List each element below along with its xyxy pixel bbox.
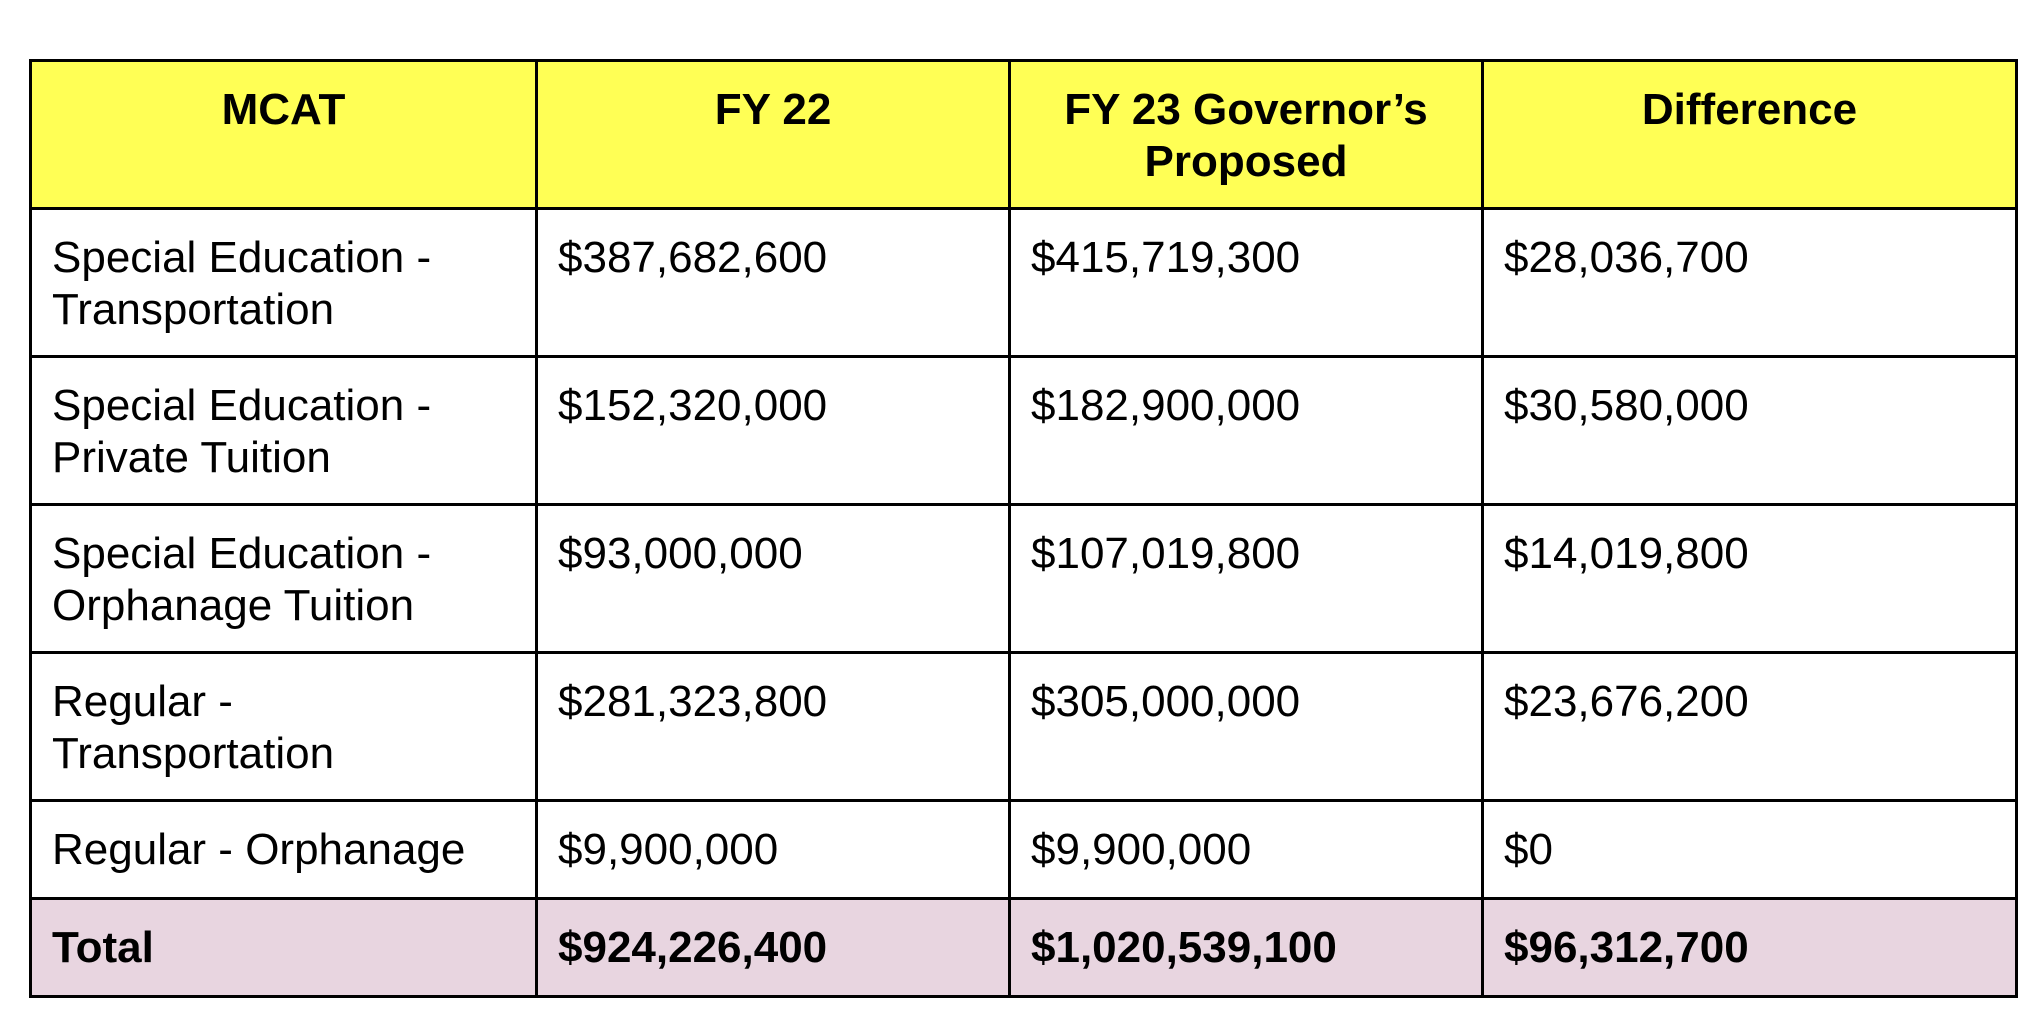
cell-fy23: $107,019,800: [1010, 505, 1483, 653]
cell-fy23: $305,000,000: [1010, 653, 1483, 801]
table-row: [31, 653, 2017, 801]
cell-fy23: $9,900,000: [1010, 801, 1483, 899]
cell-fy22: $9,900,000: [537, 801, 1010, 899]
cell-mcat: Regular - Transportation: [31, 653, 537, 801]
table-row: [31, 209, 2017, 357]
cell-mcat: Special Education - Orphanage Tuition: [31, 505, 537, 653]
cell-difference: $0: [1483, 801, 2017, 899]
header-mcat: MCAT: [31, 61, 537, 209]
cell-difference: $14,019,800: [1483, 505, 2017, 653]
cell-fy22: $281,323,800: [537, 653, 1010, 801]
cell-mcat: Special Education - Private Tuition: [31, 357, 537, 505]
table-row: [31, 801, 2017, 899]
header-difference: Difference: [1483, 61, 2017, 209]
total-row: [31, 899, 2017, 997]
cell-mcat: Special Education - Transportation: [31, 209, 537, 357]
cell-fy23: $182,900,000: [1010, 357, 1483, 505]
total-difference: $96,312,700: [1483, 899, 2017, 997]
total-label: Total: [31, 899, 537, 997]
total-fy23: $1,020,539,100: [1010, 899, 1483, 997]
cell-fy22: $387,682,600: [537, 209, 1010, 357]
header-fy23-governors-proposed: FY 23 Governor’s Proposed: [1010, 61, 1483, 209]
cell-difference: $30,580,000: [1483, 357, 2017, 505]
cell-mcat: Regular - Orphanage: [31, 801, 537, 899]
cell-fy22: $152,320,000: [537, 357, 1010, 505]
cell-fy22: $93,000,000: [537, 505, 1010, 653]
cell-fy23: $415,719,300: [1010, 209, 1483, 357]
header-row: [31, 61, 2017, 209]
mcat-budget-table-container: [29, 59, 2015, 998]
header-fy22: FY 22: [537, 61, 1010, 209]
table-row: [31, 357, 2017, 505]
mcat-budget-table: [29, 59, 2018, 998]
total-fy22: $924,226,400: [537, 899, 1010, 997]
cell-difference: $23,676,200: [1483, 653, 2017, 801]
table-row: [31, 505, 2017, 653]
cell-difference: $28,036,700: [1483, 209, 2017, 357]
